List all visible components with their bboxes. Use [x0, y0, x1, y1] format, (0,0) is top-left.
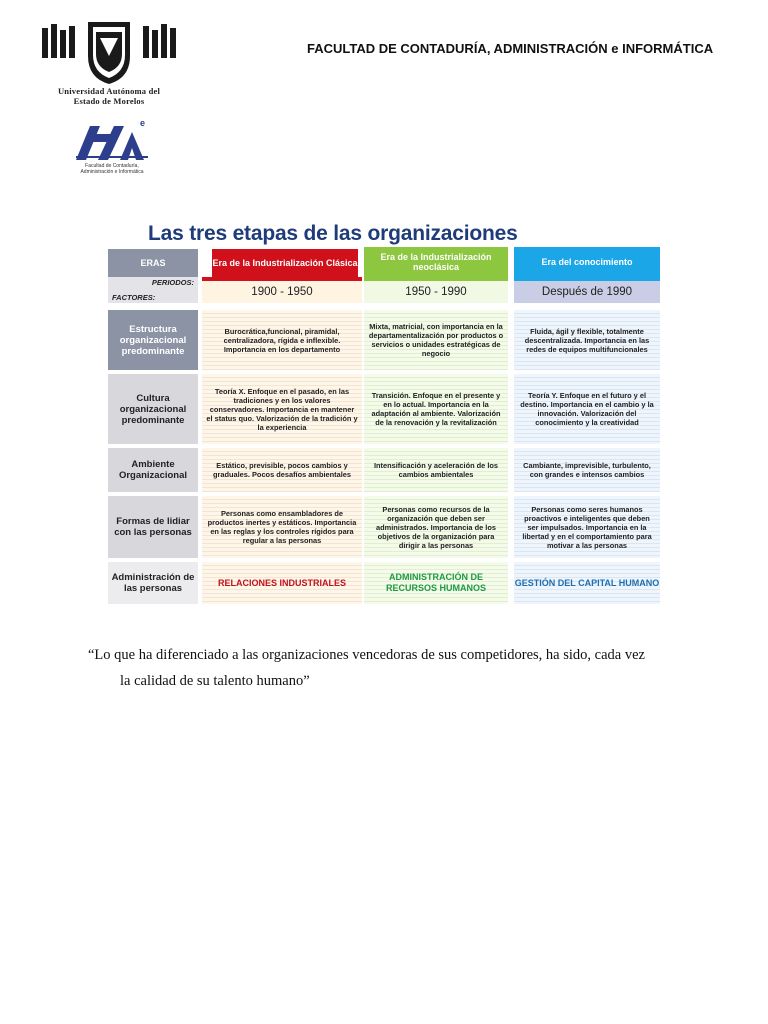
era-2-culture: Transición. Enfoque en el presente y en lo actual. Importancia en la adaptación al ambiente. Valorización de la renovación y la revitalización [364, 374, 508, 444]
era-3-environment: Cambiante, imprevisible, turbulento, con grandes e intensos cambios [514, 448, 660, 492]
era-1-people-handling: Personas como ensambladores de productos inertes y estáticos. Importancia en las reglas y los controles rígidos para regular a las personas [202, 496, 362, 558]
era-1-structure: Burocrática,funcional, piramidal, centralizadora, rígida e inflexible. Importancia en los departamento [202, 310, 362, 370]
era-3-header: Era del conocimiento [514, 247, 660, 277]
era-2-structure: Mixta, matricial, con importancia en la departamentalización por productos o servicios o unidades estratégicas de negocio [364, 310, 508, 370]
era-2-environment: Intensificación y aceleración de los cambios ambientales [364, 448, 508, 492]
era-2-period: 1950 - 1990 [364, 277, 508, 303]
era-3-period: Después de 1990 [514, 277, 660, 303]
era-3-administration: GESTIÓN DEL CAPITAL HUMANO [514, 562, 660, 604]
fcaei-logo [70, 116, 154, 180]
factor-people-handling: Formas de lidiar con las personas [108, 496, 198, 558]
era-1-environment: Estático, previsible, pocos cambios y graduales. Pocos desafíos ambientales [202, 448, 362, 492]
era-1-period: 1900 - 1950 [202, 277, 362, 303]
organizations-stages-infographic [108, 222, 660, 606]
faculty-title: FACULTAD DE CONTADURÍA, ADMINISTRACIÓN e INFORMÁTICA [307, 41, 714, 56]
era-1-header: Era de la Industrialización Clásica [212, 249, 358, 277]
era-3-culture: Teoría Y. Enfoque en el futuro y el destino. Importancia en el cambio y la innovación. Valorización del conocimiento y la creatividad [514, 374, 660, 444]
fcaei-small-line1: Facultad de Contaduría, [85, 163, 139, 169]
fcaei-small-line2: Administración e Informática [80, 169, 144, 175]
era-1-administration: RELACIONES INDUSTRIALES [202, 562, 362, 604]
factor-culture: Cultura organizacional predominante [108, 374, 198, 444]
factor-structure: Estructura organizacional predominante [108, 310, 198, 370]
infographic-title: Las tres etapas de las organizaciones [148, 222, 518, 245]
uaem-seal-icon [40, 18, 178, 84]
talent-quote [88, 642, 688, 694]
eras-label: ERAS [108, 249, 198, 277]
factor-environment: Ambiente Organizacional [108, 448, 198, 492]
uaem-logo [40, 18, 178, 112]
quote-line-2: la calidad de su talento humano” [120, 673, 310, 689]
uaem-name-line2: Estado de Morelos [73, 96, 145, 106]
factor-people-administration: Administración de las personas [108, 562, 198, 604]
svg-text:e: e [140, 118, 146, 128]
periodos-label: PERIODOS: [151, 278, 194, 287]
era-3-people-handling: Personas como seres humanos proactivos e inteligentes que deben ser impulsados. Importancia en la libertad y en el comportamiento para motivar a las personas [514, 496, 660, 558]
era-2-administration: ADMINISTRACIÓN DE RECURSOS HUMANOS [364, 562, 508, 604]
quote-line-1: “Lo que ha diferenciado a las organizaciones vencedoras de sus competidores, ha sido, cada vez [88, 647, 645, 663]
uaem-name-line1: Universidad Autónoma del [57, 86, 161, 96]
factores-label: FACTORES: [112, 293, 156, 302]
era-3-structure: Fluida, ágil y flexible, totalmente descentralizada. Importancia en las redes de equipos multifuncionales [514, 310, 660, 370]
era-1-culture: Teoría X. Enfoque en el pasado, en las tradiciones y en los valores conservadores. Importancia en mantener el status quo. Valorización de la tradición y la experiencia [202, 374, 362, 444]
fcaei-mark-icon [70, 116, 154, 162]
era-2-people-handling: Personas como recursos de la organización que deben ser administrados. Importancia de los objetivos de la organización para dirigir a las personas [364, 496, 508, 558]
era-2-header: Era de la Industrialización neoclásica [364, 247, 508, 277]
